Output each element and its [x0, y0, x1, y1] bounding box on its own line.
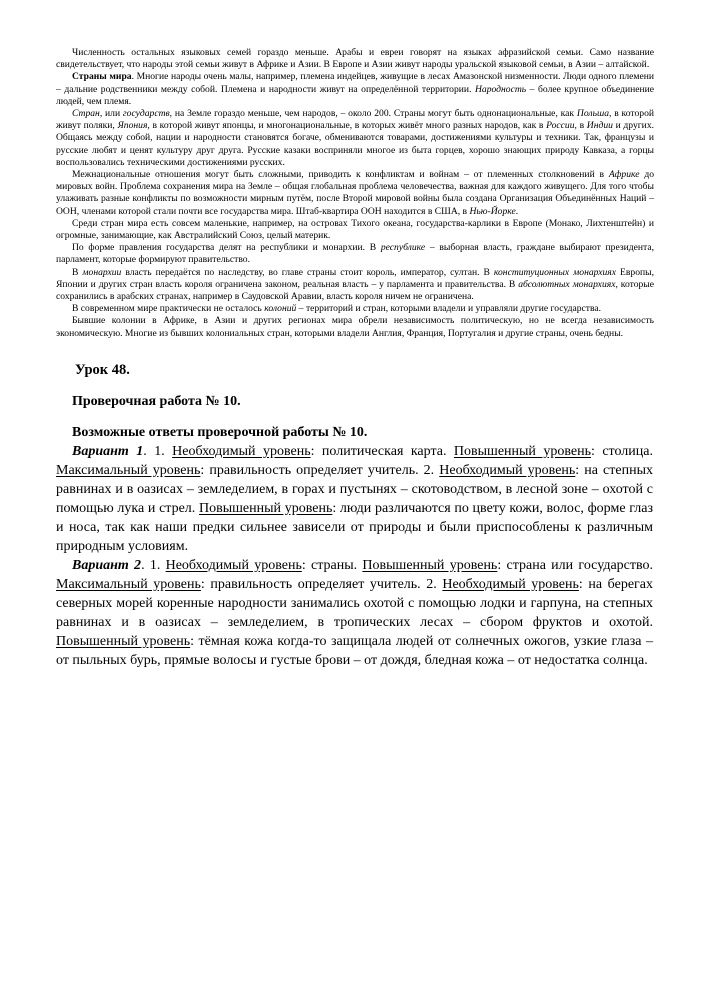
- variant-2-answers: Вариант 2. 1. Необходимый уровень: страны. Повышенный уровень: страна или государство. Максимальный уровень: правильность определяет учитель. 2. Необходимый уровень: на берегах северных морей коренные народности занимались охотой с помощью лодки и гарпуна, на степных равнинах и в оазисах – земледелием, в тропических лесах – сбором фруктов и охотой. Повышенный уровень: тёмная кожа когда-то защищала людей от солнечных ожогов, узкие глаза – от пыльных бурь, прямые волосы и густые брови – от дождя, бледная кожа – от недостатка солнца.: [56, 558, 654, 668]
- test-title: Проверочная работа № 10.: [72, 394, 241, 409]
- paragraph-language-families: Численность остальных языковых семей гораздо меньше. Арабы и евреи говорят на языках афразийской семьи. Само название свидетельствует, что народы этой семьи живут в Африке и Азии. В Европе и Азии живут народы уральской языковой семьи, в Азии – алтайской.: [56, 47, 654, 71]
- answers-section: [56, 392, 653, 670]
- textbook-excerpt: [56, 47, 654, 340]
- paragraph-international-relations: Межнациональные отношения могут быть сложными, приводить к конфликтам и войнам – от племенных столкновений в Африке до мировых войн. Проблема сохранения мира на Земле – общая глобальная проблема человечества, важная для каждого живущего. Для того чтобы улаживать разные конфликты по возможности мирным путём, после Второй мировой войны была создана Организация Объединённых Наций – ООН, членами которой стали почти все государства мира. Штаб-квартира ООН находится в США, в Нью-Йорке.: [56, 169, 655, 217]
- answers-title: Возможные ответы проверочной работы № 10.: [72, 425, 368, 440]
- paragraph-forms-of-government: По форме правления государства делят на республики и монархии. В республике – выборная власть, граждане выбирают президента, парламент, которые формируют правительство.: [56, 242, 654, 266]
- paragraph-countries-of-world: Страны мира. Многие народы очень малы, например, племена индейцев, живущие в лесах Амазонской низменности. Люди одного племени – дальние родственники между собой. Племена и народности живут на определённой территории. Народность – более крупное объединение людей, чем племя.: [56, 71, 654, 107]
- paragraph-colonies: В современном мире практически не осталось колоний – территорий и стран, которыми владели и управляли другие государства.: [72, 303, 602, 315]
- variant-1-label: Вариант 1: [72, 444, 144, 459]
- paragraph-monarchies: В монархии власть передаётся по наследству, во главе страны стоит король, император, султан. В конституционных монархиях Европы, Японии и других стран власть короля ограничена законом, реальная власть – у парламента и правительства. В абсолютных монархиях, которые сохранились в арабских странах, например в Саудовской Аравии, власть короля ничем не ограничена.: [56, 266, 654, 303]
- paragraph-country-sizes: Среди стран мира есть совсем маленькие, например, на островах Тихого океана, государства-карлики в Европе (Монако, Лихтенштейн) и огромные, занимающие, как Австралийский Союз, целый материк.: [56, 217, 654, 242]
- paragraph-former-colonies: Бывшие колонии в Африке, в Азии и других регионах мира обрели независимость политическую, но не всегда независимость экономическую. Многие из бывших колониальных стран, которыми владели Англия, Франция, Португалия и другие страны, очень бедны.: [56, 315, 654, 339]
- variant-1-answers: Вариант 1. 1. Необходимый уровень: политическая карта. Повышенный уровень: столица. Максимальный уровень: правильность определяет учитель. 2. Необходимый уровень: на степных равнинах и в оазисах – земледелием, в горах и пустынях – скотоводством, в лесной зоне – охотой с помощью лука и стрел. Повышенный уровень: люди различаются по цвету кожи, волос, форме глаз и носа, так как наши предки сильнее зависели от природы и были приспособлены к различным природным условиям.: [56, 444, 653, 554]
- lesson-title: Урок 48.: [75, 362, 130, 378]
- variant-2-label: Вариант 2: [72, 558, 142, 573]
- term-countries-of-world: Страны мира: [72, 71, 132, 83]
- paragraph-states: Стран, или государств, на Земле гораздо меньше, чем народов, – около 200. Страны могут быть однонациональные, как Польша, в которой живут поляки, Япония, в которой живут японцы, и многонациональные, в которых живёт много разных народов, как в России, в Индии и других. Общаясь между собой, нации и народности становятся богаче, обмениваются товарами, достижениями культуры и техники. Так, французы и русские любят и ценят культуру друг друга. Русские казаки восприняли многое из быта горцев, хорошо знающих природу Кавказа, а горцы воспользовались техническими достижениями русских.: [56, 108, 655, 168]
